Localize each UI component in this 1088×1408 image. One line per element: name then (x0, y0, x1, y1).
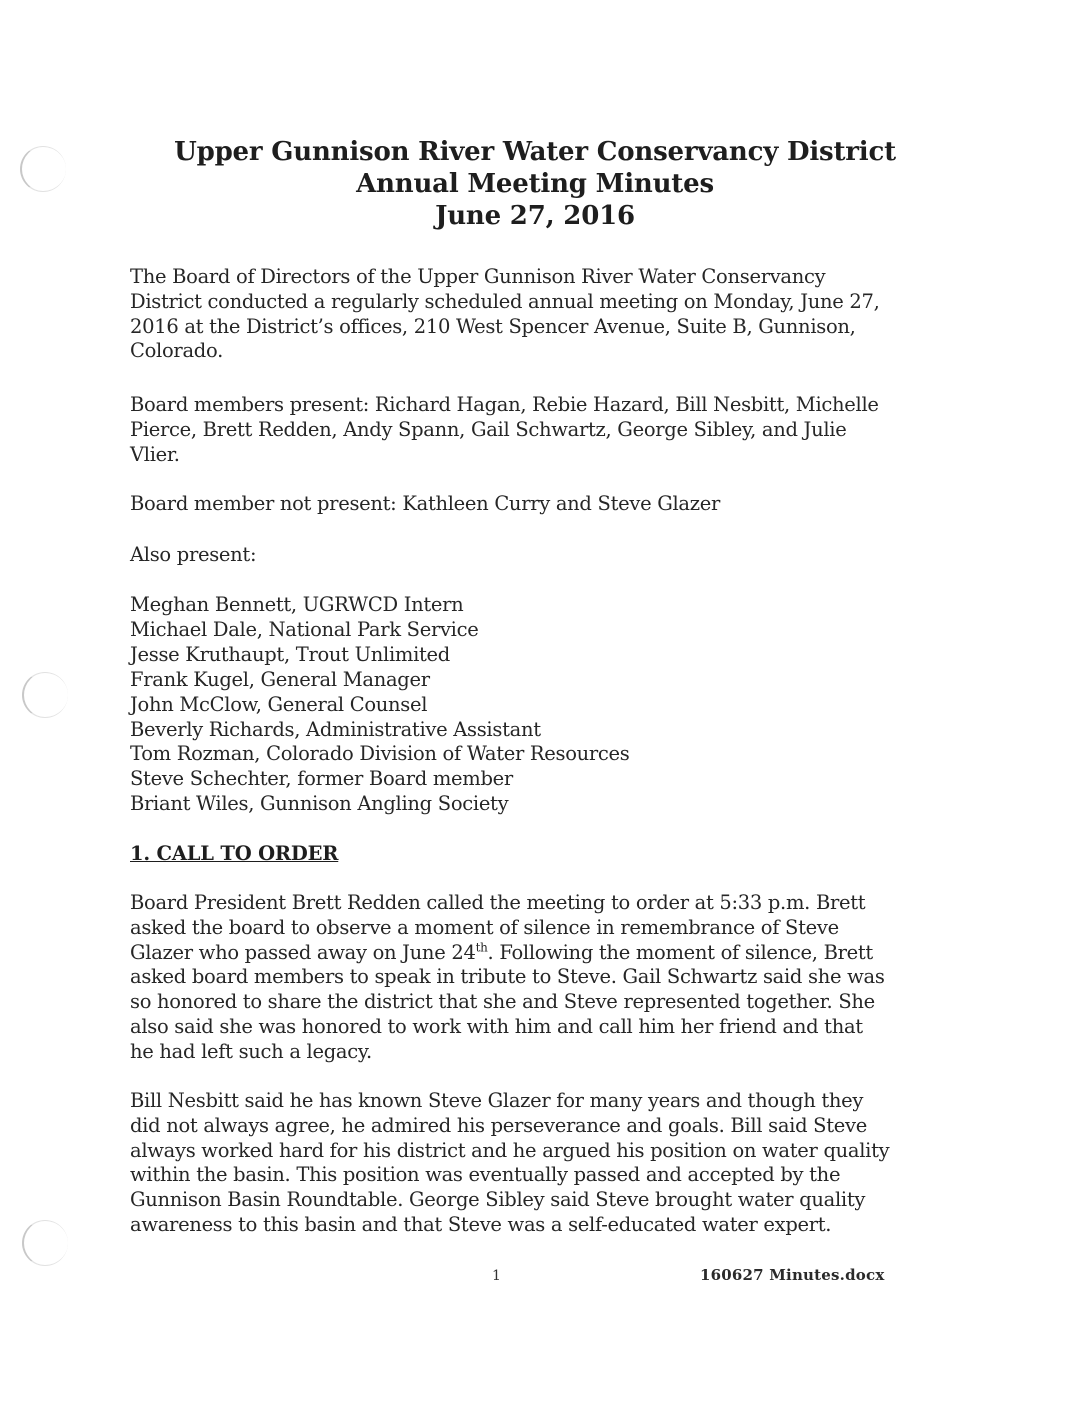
attendee-item: Michael Dale, National Park Service (130, 617, 479, 641)
paragraph-line-part: . Following the moment of silence, Brett (487, 940, 873, 964)
paragraph-line: awareness to this basin and that Steve was a self-educated water expert. (130, 1212, 832, 1236)
paragraph-line: did not always agree, he admired his perseverance and goals. Bill said Steve (130, 1113, 867, 1137)
also-present-label-text: Also present: (130, 543, 257, 566)
attendee-item: Meghan Bennett, UGRWCD Intern (130, 593, 464, 616)
paragraph-line: always worked hard for his district and he argued his position on water quality (130, 1138, 890, 1162)
punch-hole-middle (22, 672, 68, 718)
paragraph-line-part: Glazer who passed away on June 24 (130, 940, 476, 964)
paragraph-line (130, 941, 960, 966)
paragraph-line: within the basin. This position was eventually passed and accepted by the (130, 1163, 841, 1187)
attendee-item: Steve Schechter, former Board member (130, 767, 513, 791)
attendee-item: Beverly Richards, Administrative Assistant (130, 717, 541, 741)
paragraph-line: Bill Nesbitt said he has known Steve Glazer for many years and though they (130, 1089, 864, 1112)
members-not-present (130, 492, 960, 517)
members-present-paragraph (130, 393, 960, 467)
intro-line: 2016 at the District’s offices, 210 West Spencer Avenue, Suite B, Gunnison, (130, 314, 856, 338)
section-heading-call-to-order: 1. CALL TO ORDER (130, 842, 339, 865)
intro-paragraph (130, 265, 960, 364)
members-present-line: Pierce, Brett Redden, Andy Spann, Gail Schwartz, George Sibley, and Julie (130, 417, 847, 441)
punch-hole-bottom (22, 1220, 68, 1266)
call-to-order-paragraph (130, 891, 960, 1065)
ordinal-suffix: th (475, 940, 488, 955)
title-line-1: Upper Gunnison River Water Conservancy District (174, 137, 896, 167)
also-present-label (130, 543, 960, 568)
members-present-line: Board members present: Richard Hagan, Rebie Hazard, Bill Nesbitt, Michelle (130, 393, 879, 416)
paragraph-line: Board President Brett Redden called the meeting to order at 5:33 p.m. Brett (130, 891, 866, 914)
punch-hole-top (20, 146, 66, 192)
page-number: 1 (492, 1268, 501, 1284)
attendee-item: Frank Kugel, General Manager (130, 667, 430, 691)
intro-line: Colorado. (130, 339, 223, 363)
paragraph-line: so honored to share the district that she and Steve represented together. She (130, 990, 875, 1014)
footer-filename: 160627 Minutes.docx (700, 1266, 885, 1284)
members-not-present-text: Board member not present: Kathleen Curry and Steve Glazer (130, 492, 720, 515)
intro-line: The Board of Directors of the Upper Gunnison River Water Conservancy (130, 265, 826, 288)
paragraph-line: he had left such a legacy. (130, 1039, 372, 1063)
attendee-item: Briant Wiles, Gunnison Angling Society (130, 792, 509, 816)
members-present-line: Vlier. (130, 442, 180, 466)
title-line-2: Annual Meeting Minutes (356, 169, 714, 199)
paragraph-line: asked the board to observe a moment of silence in remembrance of Steve (130, 915, 839, 939)
title-line-3: June 27, 2016 (435, 201, 635, 231)
attendee-list (130, 593, 630, 817)
tribute-paragraph (130, 1089, 960, 1238)
intro-line: District conducted a regularly scheduled annual meeting on Monday, June 27, (130, 289, 880, 313)
document-title (85, 136, 985, 232)
paragraph-line: asked board members to speak in tribute to Steve. Gail Schwartz said she was (130, 965, 885, 989)
attendee-item: Tom Rozman, Colorado Division of Water Resources (130, 742, 630, 766)
paragraph-line: Gunnison Basin Roundtable. George Sibley said Steve brought water quality (130, 1188, 866, 1212)
attendee-item: Jesse Kruthaupt, Trout Unlimited (130, 642, 450, 666)
paragraph-line: also said she was honored to work with him and call him her friend and that (130, 1014, 863, 1038)
attendee-item: John McClow, General Counsel (130, 692, 428, 716)
